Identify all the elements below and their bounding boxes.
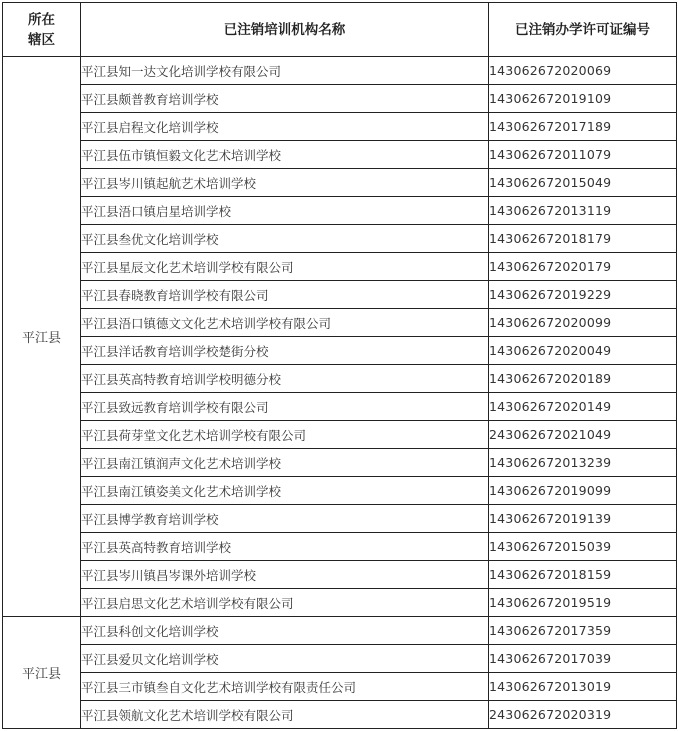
institution-name-cell: 平江县博学教育培训学校	[81, 505, 489, 533]
license-number-cell: 143062672020049	[489, 337, 677, 365]
table-row	[3, 701, 677, 729]
district-cell: 平江县	[3, 57, 81, 617]
institution-name-cell: 平江县岑川镇起航艺术培训学校	[81, 169, 489, 197]
table-row	[3, 225, 677, 253]
institution-name-cell: 平江县浯口镇启星培训学校	[81, 197, 489, 225]
license-number-cell: 143062672013239	[489, 449, 677, 477]
header-district	[3, 3, 81, 57]
institution-name-cell: 平江县南江镇润声文化艺术培训学校	[81, 449, 489, 477]
table-row	[3, 617, 677, 645]
table-row	[3, 645, 677, 673]
table-row	[3, 113, 677, 141]
license-number-cell: 143062672019139	[489, 505, 677, 533]
table-row	[3, 253, 677, 281]
institution-name-cell: 平江县荷芽堂文化艺术培训学校有限公司	[81, 421, 489, 449]
table-row	[3, 421, 677, 449]
license-number-cell: 143062672017039	[489, 645, 677, 673]
table-body	[3, 57, 677, 729]
institution-name-cell: 平江县致远教育培训学校有限公司	[81, 393, 489, 421]
institution-name-cell: 平江县领航文化艺术培训学校有限公司	[81, 701, 489, 729]
district-cell: 平江县	[3, 617, 81, 729]
header-district-line2: 辖区	[28, 31, 55, 48]
deregistered-institutions-table	[2, 2, 677, 729]
institution-name-cell: 平江县洋话教育培训学校楚街分校	[81, 337, 489, 365]
license-number-cell: 143062672020149	[489, 393, 677, 421]
institution-name-cell: 平江县启程文化培训学校	[81, 113, 489, 141]
table-row	[3, 365, 677, 393]
institution-name-cell: 平江县颇普教育培训学校	[81, 85, 489, 113]
header-district-line1: 所在	[28, 11, 55, 28]
table-row	[3, 309, 677, 337]
license-number-cell: 143062672019229	[489, 281, 677, 309]
license-number-cell: 143062672020069	[489, 57, 677, 85]
institution-name-cell: 平江县南江镇姿美文化艺术培训学校	[81, 477, 489, 505]
institution-name-cell: 平江县爱贝文化培训学校	[81, 645, 489, 673]
institution-name-cell: 平江县岑川镇昌岑课外培训学校	[81, 561, 489, 589]
institution-name-cell: 平江县三市镇叁自文化艺术培训学校有限责任公司	[81, 673, 489, 701]
license-number-cell: 143062672019099	[489, 477, 677, 505]
header-row	[3, 3, 677, 57]
institution-name-cell: 平江县星辰文化艺术培训学校有限公司	[81, 253, 489, 281]
table-row	[3, 197, 677, 225]
institution-name-cell: 平江县启思文化艺术培训学校有限公司	[81, 589, 489, 617]
table-row	[3, 169, 677, 197]
license-number-cell: 143062672020099	[489, 309, 677, 337]
institution-name-cell: 平江县叁优文化培训学校	[81, 225, 489, 253]
license-number-cell: 143062672020189	[489, 365, 677, 393]
license-number-cell: 143062672015039	[489, 533, 677, 561]
license-number-cell: 143062672017189	[489, 113, 677, 141]
institution-name-cell: 平江县英高特教育培训学校	[81, 533, 489, 561]
table-row	[3, 57, 677, 85]
license-number-cell: 143062672018179	[489, 225, 677, 253]
table-row	[3, 673, 677, 701]
table-row	[3, 337, 677, 365]
license-number-cell: 143062672017359	[489, 617, 677, 645]
table-row	[3, 449, 677, 477]
table-row	[3, 505, 677, 533]
table-row	[3, 141, 677, 169]
table-row	[3, 561, 677, 589]
license-number-cell: 143062672019519	[489, 589, 677, 617]
license-number-cell: 143062672019109	[489, 85, 677, 113]
table-row	[3, 589, 677, 617]
table-row	[3, 281, 677, 309]
license-number-cell: 143062672013119	[489, 197, 677, 225]
table-row	[3, 533, 677, 561]
license-number-cell: 243062672020319	[489, 701, 677, 729]
header-license-number: 已注销办学许可证编号	[489, 3, 677, 57]
institution-name-cell: 平江县科创文化培训学校	[81, 617, 489, 645]
institution-name-cell: 平江县伍市镇恒毅文化艺术培训学校	[81, 141, 489, 169]
license-number-cell: 143062672020179	[489, 253, 677, 281]
table-row	[3, 85, 677, 113]
table-row	[3, 477, 677, 505]
institution-name-cell: 平江县英高特教育培训学校明德分校	[81, 365, 489, 393]
license-number-cell: 143062672011079	[489, 141, 677, 169]
table-row	[3, 393, 677, 421]
license-number-cell: 243062672021049	[489, 421, 677, 449]
institution-name-cell: 平江县浯口镇德文文化艺术培训学校有限公司	[81, 309, 489, 337]
institution-name-cell: 平江县春晓教育培训学校有限公司	[81, 281, 489, 309]
license-number-cell: 143062672018159	[489, 561, 677, 589]
license-number-cell: 143062672013019	[489, 673, 677, 701]
header-institution-name: 已注销培训机构名称	[81, 3, 489, 57]
license-number-cell: 143062672015049	[489, 169, 677, 197]
institution-name-cell: 平江县知一达文化培训学校有限公司	[81, 57, 489, 85]
